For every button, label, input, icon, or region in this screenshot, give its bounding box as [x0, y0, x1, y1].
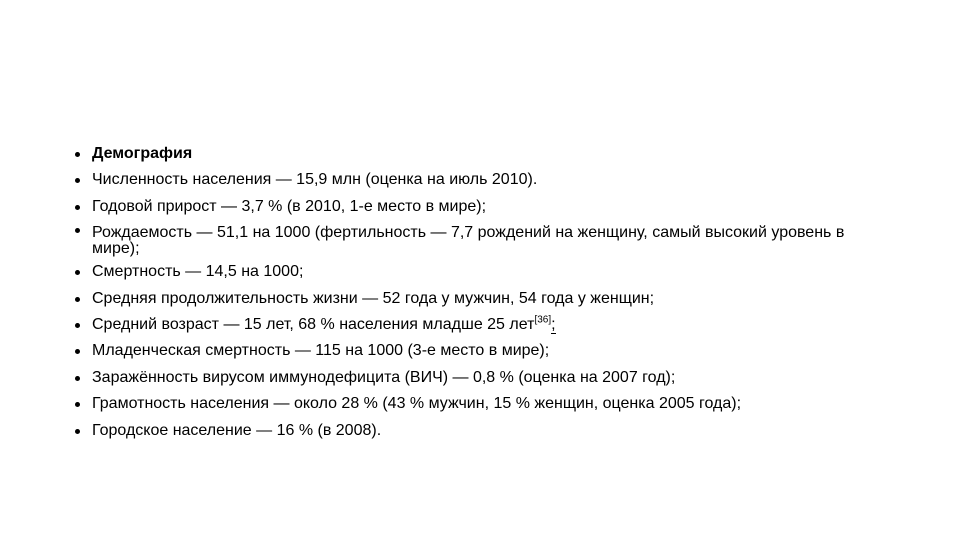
list-item-median-age [72, 314, 892, 335]
item-text: Численность населения — 15,9 млн (оценка на июль 2010). [92, 171, 538, 189]
item-text: Грамотность населения — около 28 % (43 % мужчин, 15 % женщин, оценка 2005 года); [92, 395, 742, 413]
bullet-icon [75, 270, 80, 275]
bullet-icon [75, 323, 80, 328]
item-text: Средняя продолжительность жизни — 52 года у мужчин, 54 года у женщин; [92, 289, 655, 307]
bullet-icon [75, 297, 80, 302]
list-item-heading [72, 143, 892, 164]
item-text: Рождаемость — 51,1 на 1000 (фертильность — 7,7 рождений на женщину, самый высокий уровень в мире); [92, 224, 845, 258]
item-text: Годовой прирост — 3,7 % (в 2010, 1-е место в мире); [92, 197, 487, 215]
reference-link[interactable]: [36] [534, 314, 552, 326]
item-text: Смертность — 14,5 на 1000; [92, 263, 304, 281]
list-item-literacy [72, 393, 892, 414]
bullet-icon [75, 376, 80, 381]
bullet-icon [75, 152, 80, 157]
section-heading: Демография [92, 145, 193, 162]
item-text: Средний возраст — 15 лет, 68 % населения младше 25 лет [92, 315, 535, 333]
list-item-mortality [72, 261, 892, 282]
item-text: Младенческая смертность — 115 на 1000 (3-е место в мире); [92, 342, 550, 360]
item-tail: ; [551, 315, 556, 333]
item-text: Городское население — 16 % (в 2008). [92, 421, 382, 439]
list-item-population [72, 169, 892, 190]
bullet-icon [75, 429, 80, 434]
bullet-icon [75, 228, 80, 233]
list-item-annual-growth [72, 196, 892, 217]
list-item-birth-rate [72, 222, 892, 257]
bullet-icon [75, 178, 80, 183]
list-item-hiv [72, 367, 892, 388]
bullet-icon [75, 349, 80, 354]
list-item-infant-mortality [72, 340, 892, 361]
bullet-icon [75, 205, 80, 210]
bullet-icon [75, 402, 80, 407]
item-text: Заражённость вирусом иммунодефицита (ВИЧ) — 0,8 % (оценка на 2007 год); [92, 368, 676, 386]
demography-list [72, 143, 892, 446]
list-item-urban-population [72, 420, 892, 441]
list-item-life-expectancy [72, 288, 892, 309]
